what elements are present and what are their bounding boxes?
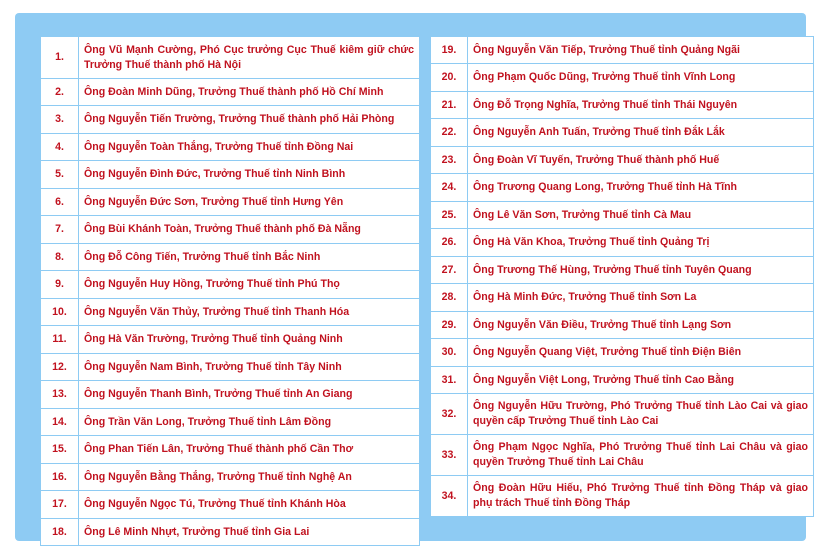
row-number: 1. bbox=[41, 37, 79, 79]
row-number: 29. bbox=[431, 312, 468, 339]
row-number: 21. bbox=[431, 92, 468, 119]
row-number: 20. bbox=[431, 64, 468, 92]
table-row bbox=[431, 64, 814, 92]
row-number: 13. bbox=[41, 381, 79, 409]
row-number: 34. bbox=[431, 476, 468, 517]
row-number: 22. bbox=[431, 119, 468, 147]
row-number: 28. bbox=[431, 284, 468, 312]
table-row bbox=[431, 312, 814, 339]
table-row bbox=[41, 134, 420, 161]
person-appointment: Ông Nguyễn Đức Sơn, Trưởng Thuế tỉnh Hưng Yên bbox=[79, 189, 420, 216]
person-appointment: Ông Nguyễn Anh Tuấn, Trưởng Thuế tỉnh Đắk Lắk bbox=[468, 119, 814, 147]
row-number: 2. bbox=[41, 79, 79, 106]
table-row bbox=[41, 106, 420, 134]
table-row bbox=[41, 381, 420, 409]
table-row bbox=[41, 189, 420, 216]
table-row bbox=[41, 271, 420, 299]
row-number: 15. bbox=[41, 436, 79, 464]
row-number: 11. bbox=[41, 326, 79, 354]
table-row bbox=[41, 216, 420, 244]
table-row bbox=[431, 476, 814, 517]
table-row bbox=[431, 435, 814, 476]
table-row bbox=[41, 326, 420, 354]
table-row bbox=[431, 37, 814, 64]
table-row bbox=[431, 284, 814, 312]
table-row bbox=[41, 491, 420, 519]
row-number: 8. bbox=[41, 244, 79, 271]
table-row bbox=[431, 92, 814, 119]
person-appointment: Ông Trần Văn Long, Trưởng Thuế tỉnh Lâm Đồng bbox=[79, 409, 420, 436]
left-table bbox=[40, 36, 420, 546]
row-number: 19. bbox=[431, 37, 468, 64]
row-number: 9. bbox=[41, 271, 79, 299]
row-number: 26. bbox=[431, 229, 468, 257]
person-appointment: Ông Hà Minh Đức, Trưởng Thuế tỉnh Sơn La bbox=[468, 284, 814, 312]
person-appointment: Ông Phạm Quốc Dũng, Trưởng Thuế tỉnh Vĩnh Long bbox=[468, 64, 814, 92]
table-row bbox=[41, 354, 420, 381]
row-number: 33. bbox=[431, 435, 468, 476]
table-row bbox=[41, 161, 420, 189]
table-row bbox=[431, 174, 814, 202]
table-row bbox=[41, 299, 420, 326]
person-appointment: Ông Nguyễn Văn Điều, Trưởng Thuế tỉnh Lạng Sơn bbox=[468, 312, 814, 339]
row-number: 10. bbox=[41, 299, 79, 326]
person-appointment: Ông Đỗ Công Tiến, Trưởng Thuế tỉnh Bắc Ninh bbox=[79, 244, 420, 271]
person-appointment: Ông Trương Quang Long, Trưởng Thuế tỉnh Hà Tĩnh bbox=[468, 174, 814, 202]
person-appointment: Ông Nguyễn Hữu Trường, Phó Trưởng Thuế tỉnh Lào Cai và giao quyền cấp Trưởng Thuế tỉnh Lào Cai bbox=[468, 394, 814, 435]
row-number: 32. bbox=[431, 394, 468, 435]
table-row bbox=[41, 436, 420, 464]
corner-dot bbox=[795, 512, 798, 515]
row-number: 17. bbox=[41, 491, 79, 519]
table-row bbox=[431, 147, 814, 174]
person-appointment: Ông Nguyễn Nam Bình, Trưởng Thuế tỉnh Tây Ninh bbox=[79, 354, 420, 381]
table-row bbox=[41, 464, 420, 491]
right-column bbox=[430, 36, 814, 517]
person-appointment: Ông Nguyễn Văn Thủy, Trưởng Thuế tỉnh Thanh Hóa bbox=[79, 299, 420, 326]
right-table bbox=[430, 36, 814, 517]
person-appointment: Ông Nguyễn Ngọc Tú, Trưởng Thuế tỉnh Khánh Hòa bbox=[79, 491, 420, 519]
row-number: 30. bbox=[431, 339, 468, 367]
person-appointment: Ông Nguyễn Thanh Bình, Trưởng Thuế tỉnh An Giang bbox=[79, 381, 420, 409]
person-appointment: Ông Đoàn Vĩ Tuyến, Trưởng Thuế thành phố Huế bbox=[468, 147, 814, 174]
left-column bbox=[40, 36, 420, 546]
person-appointment: Ông Vũ Mạnh Cường, Phó Cục trưởng Cục Thuế kiêm giữ chức Trưởng Thuế thành phố Hà Nội bbox=[79, 37, 420, 79]
row-number: 16. bbox=[41, 464, 79, 491]
row-number: 31. bbox=[431, 367, 468, 394]
person-appointment: Ông Nguyễn Tiến Trường, Trưởng Thuế thành phố Hải Phòng bbox=[79, 106, 420, 134]
table-row bbox=[41, 519, 420, 546]
row-number: 3. bbox=[41, 106, 79, 134]
person-appointment: Ông Lê Văn Sơn, Trưởng Thuế tỉnh Cà Mau bbox=[468, 202, 814, 229]
person-appointment: Ông Phạm Ngọc Nghĩa, Phó Trưởng Thuế tỉnh Lai Châu và giao quyền Trưởng Thuế tỉnh Lai Châu bbox=[468, 435, 814, 476]
row-number: 23. bbox=[431, 147, 468, 174]
person-appointment: Ông Phan Tiến Lân, Trưởng Thuế thành phố Cần Thơ bbox=[79, 436, 420, 464]
list-frame bbox=[15, 13, 806, 541]
table-row bbox=[431, 394, 814, 435]
table-row bbox=[431, 202, 814, 229]
table-row bbox=[41, 79, 420, 106]
row-number: 24. bbox=[431, 174, 468, 202]
person-appointment: Ông Nguyễn Việt Long, Trưởng Thuế tỉnh Cao Bằng bbox=[468, 367, 814, 394]
row-number: 5. bbox=[41, 161, 79, 189]
person-appointment: Ông Nguyễn Quang Việt, Trưởng Thuế tỉnh Điện Biên bbox=[468, 339, 814, 367]
row-number: 7. bbox=[41, 216, 79, 244]
person-appointment: Ông Đoàn Minh Dũng, Trưởng Thuế thành phố Hồ Chí Minh bbox=[79, 79, 420, 106]
person-appointment: Ông Đỗ Trọng Nghĩa, Trưởng Thuế tỉnh Thái Nguyên bbox=[468, 92, 814, 119]
person-appointment: Ông Bùi Khánh Toàn, Trưởng Thuế thành phố Đà Nẵng bbox=[79, 216, 420, 244]
person-appointment: Ông Nguyễn Đình Đức, Trưởng Thuế tỉnh Ninh Bình bbox=[79, 161, 420, 189]
row-number: 12. bbox=[41, 354, 79, 381]
row-number: 6. bbox=[41, 189, 79, 216]
row-number: 25. bbox=[431, 202, 468, 229]
table-row bbox=[431, 229, 814, 257]
table-row bbox=[41, 37, 420, 79]
person-appointment: Ông Nguyễn Văn Tiếp, Trưởng Thuế tỉnh Quảng Ngãi bbox=[468, 37, 814, 64]
person-appointment: Ông Hà Văn Khoa, Trưởng Thuế tỉnh Quảng Trị bbox=[468, 229, 814, 257]
person-appointment: Ông Trương Thế Hùng, Trưởng Thuế tỉnh Tuyên Quang bbox=[468, 257, 814, 284]
row-number: 4. bbox=[41, 134, 79, 161]
person-appointment: Ông Nguyễn Bằng Thắng, Trưởng Thuế tỉnh Nghệ An bbox=[79, 464, 420, 491]
person-appointment: Ông Hà Văn Trường, Trưởng Thuế tỉnh Quảng Ninh bbox=[79, 326, 420, 354]
table-row bbox=[41, 409, 420, 436]
table-row bbox=[41, 244, 420, 271]
person-appointment: Ông Đoàn Hữu Hiếu, Phó Trưởng Thuế tỉnh Đồng Tháp và giao phụ trách Thuế tỉnh Đồng Tháp bbox=[468, 476, 814, 517]
row-number: 27. bbox=[431, 257, 468, 284]
table-row bbox=[431, 257, 814, 284]
row-number: 18. bbox=[41, 519, 79, 546]
person-appointment: Ông Lê Minh Nhựt, Trưởng Thuế tỉnh Gia Lai bbox=[79, 519, 420, 546]
person-appointment: Ông Nguyễn Toàn Thắng, Trưởng Thuế tỉnh Đồng Nai bbox=[79, 134, 420, 161]
row-number: 14. bbox=[41, 409, 79, 436]
person-appointment: Ông Nguyễn Huy Hồng, Trưởng Thuế tỉnh Phú Thọ bbox=[79, 271, 420, 299]
table-row bbox=[431, 367, 814, 394]
table-row bbox=[431, 119, 814, 147]
table-row bbox=[431, 339, 814, 367]
